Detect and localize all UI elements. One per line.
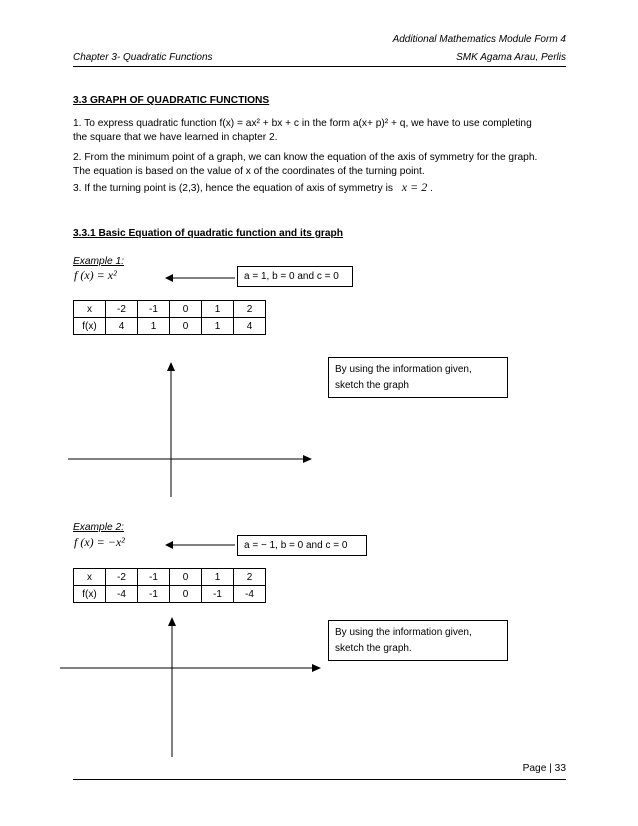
module-title: Additional Mathematics Module Form 4 [392, 34, 566, 45]
chapter-title: Chapter 3- Quadratic Functions [73, 52, 213, 63]
paragraph-1 [73, 117, 573, 145]
table-cell: 0 [170, 586, 202, 603]
x-axis-arrow-icon [312, 664, 321, 672]
table-cell: 1 [202, 318, 234, 335]
example-2-arrow [165, 540, 235, 550]
table-cell: -2 [106, 569, 138, 586]
example-1-arrow [165, 273, 235, 283]
paragraph-1-line-2: the square that we have learned in chapter 2. [73, 132, 278, 143]
paragraph-2-line-1: 2. From the minimum point of a graph, we can know the equation of the axis of symmetry for the graph. [73, 152, 538, 163]
paragraph-2-line-2: The equation is based on the value of x of the coordinates of the turning point. [73, 166, 425, 177]
example-1-note: a = 1, b = 0 and c = 0 [237, 266, 353, 287]
table-row [74, 318, 266, 335]
table-cell: -4 [106, 586, 138, 603]
table-cell: 0 [170, 301, 202, 318]
table-row-label: f(x) [74, 318, 106, 335]
table-cell: 1 [202, 301, 234, 318]
example-1-table [73, 300, 266, 335]
header-rule [73, 66, 566, 67]
paragraph-2 [73, 151, 573, 179]
paragraph-1-line-1: 1. To express quadratic function f(x) = ax² + bx + c in the form a(x+ p)² + q, we have to use completing [73, 118, 532, 129]
y-axis-arrow-icon [167, 362, 175, 371]
table-row [74, 569, 266, 586]
example-2-instruction-line-2: sketch the graph. [335, 643, 412, 654]
table-cell: 0 [170, 318, 202, 335]
footer-rule [73, 779, 566, 780]
table-cell: 4 [234, 318, 266, 335]
example-2-instruction-line-1: By using the information given, [335, 627, 472, 638]
table-cell: 4 [106, 318, 138, 335]
y-axis-arrow-icon [168, 617, 176, 626]
table-cell: -1 [202, 586, 234, 603]
table-cell: 2 [234, 301, 266, 318]
table-cell: 1 [202, 569, 234, 586]
school-name: SMK Agama Arau, Perlis [456, 52, 566, 63]
subsection-title: 3.3.1 Basic Equation of quadratic function and its graph [73, 228, 344, 239]
section-title: 3.3 GRAPH OF QUADRATIC FUNCTIONS [73, 95, 270, 106]
paragraph-3-end: . [430, 183, 433, 194]
example-2-instruction [328, 620, 508, 661]
table-cell: -1 [138, 569, 170, 586]
table-cell: -1 [138, 586, 170, 603]
table-cell: -4 [234, 586, 266, 603]
example-1-axes [68, 362, 313, 497]
table-cell: 2 [234, 569, 266, 586]
example-2-function: f (x) = −x² [74, 535, 125, 549]
x-axis-arrow-icon [303, 455, 312, 463]
paragraph-3 [73, 180, 593, 196]
example-2-label: Example 2: [73, 522, 124, 533]
example-1-label: Example 1: [73, 256, 124, 267]
symmetry-equation: x = 2 [401, 180, 428, 194]
table-cell: 1 [138, 318, 170, 335]
table-row [74, 301, 266, 318]
table-cell: -2 [106, 301, 138, 318]
paragraph-3-text: 3. If the turning point is (2,3), hence the equation of axis of symmetry is [73, 183, 393, 194]
example-1-instruction [328, 357, 508, 398]
table-cell: 0 [170, 569, 202, 586]
table-cell: -1 [138, 301, 170, 318]
example-2-note: a = − 1, b = 0 and c = 0 [237, 535, 367, 556]
example-2-axes [60, 617, 322, 757]
example-1-instruction-line-2: sketch the graph [335, 380, 409, 391]
table-row [74, 586, 266, 603]
example-1-function: f (x) = x² [74, 268, 117, 282]
page-number: Page | 33 [522, 763, 566, 774]
table-row-label: x [74, 301, 106, 318]
table-row-label: x [74, 569, 106, 586]
table-row-label: f(x) [74, 586, 106, 603]
example-1-instruction-line-1: By using the information given, [335, 364, 472, 375]
example-2-table [73, 568, 266, 603]
